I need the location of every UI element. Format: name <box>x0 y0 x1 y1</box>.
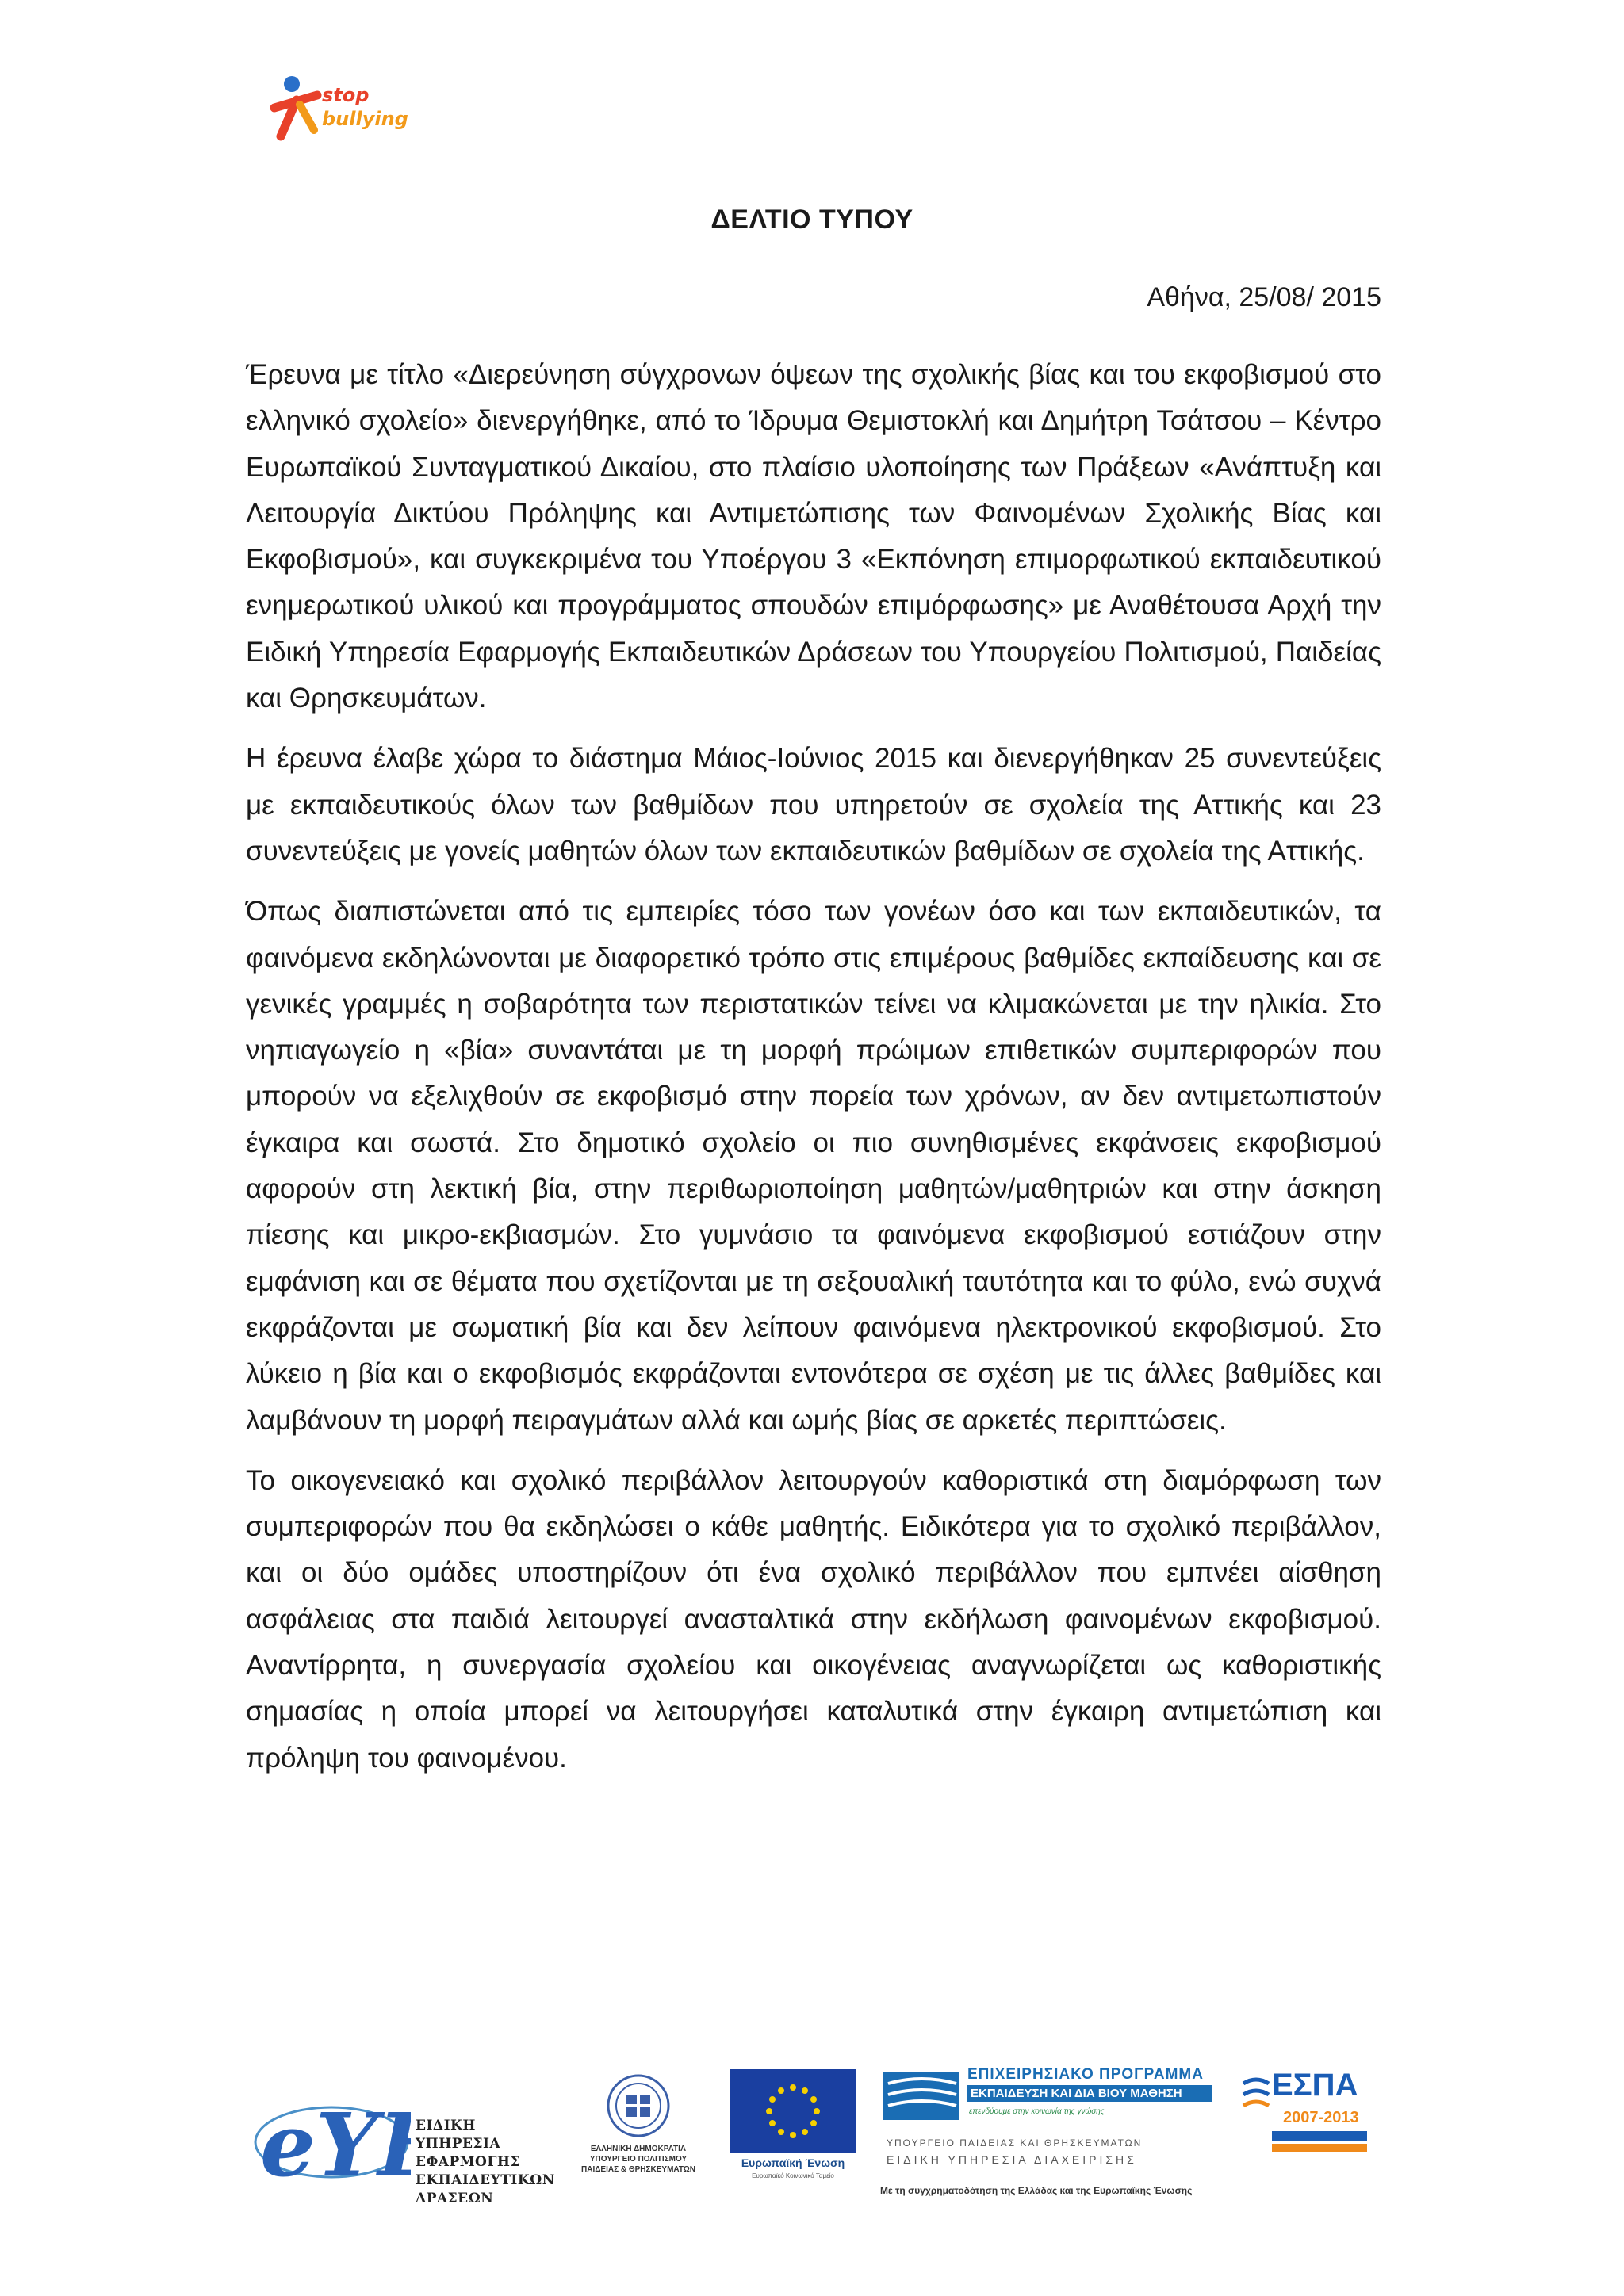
op-line2: ΕΚΠΑΙΔΕΥΣΗ ΚΑΙ ΔΙΑ ΒΙΟΥ ΜΑΘΗΣΗ <box>967 2085 1212 2102</box>
espa-logo <box>1240 2068 1367 2171</box>
operational-programme-logo <box>880 2066 1229 2193</box>
seal-line: ΥΠΟΥΡΓΕΙΟ ΠΟΛΙΤΙΣΜΟΥ <box>589 2155 688 2164</box>
op-line4: ΥΠΟΥΡΓΕΙΟ ΠΑΙΔΕΙΑΣ ΚΑΙ ΘΡΗΣΚΕΥΜΑΤΩΝ <box>887 2137 1143 2149</box>
seal-line: ΕΛΛΗΝΙΚΗ ΔΗΜΟΚΡΑΤΙΑ <box>590 2145 687 2153</box>
paragraph: Έρευνα με τίτλο «Διερεύνηση σύγχρονων όψεων της σχολικής βίας και του εκφοβισμού στο ελληνικό σχολείο» διενεργήθηκε, από το Ίδρυμα Θεμιστοκλή και Δημήτρη Τσάτσου – Κέντρο Ευρωπαϊκού Συνταγματικού Δικαίου, στο πλαίσιο υλοποίησης των Πράξεων «Ανάπτυξη και Λειτουργία Δικτύου Πρόληψης και Αντιμετώπισης των Φαινομένων Σχολικής Βίας και Εκφοβισμού», και συγκεκριμένα του Υποέργου 3 «Εκπόνηση επιμορφωτικού εκπαιδευτικού ενημερωτικού υλικού και προγράμματος σπουδών επιμόρφωσης» με Αναθέτουσα Αρχή την Ειδική Υπηρεσία Εφαρμογής Εκπαιδευτικών Δράσεων του Υπουργείου Πολιτισμού, Παιδείας και Θρησκευμάτων. <box>246 359 1381 714</box>
seal-icon <box>563 2071 714 2142</box>
page-title: ΔΕΛΤΙΟ ΤΥΠΟΥ <box>710 205 914 235</box>
stop-bullying-logo <box>270 73 408 144</box>
eu-label: Ευρωπαϊκή Ένωση <box>741 2156 845 2169</box>
espa-strip <box>1272 2144 1367 2152</box>
eye-logo <box>252 2079 569 2206</box>
eu-flag-logo <box>730 2069 856 2188</box>
date-line: Αθήνα, 25/08/ 2015 <box>1147 282 1381 312</box>
espa-years: 2007-2013 <box>1283 2109 1359 2126</box>
logo-word-bullying: bullying <box>322 108 408 130</box>
paragraph: Όπως διαπιστώνεται από τις εμπειρίες τόσο των γονέων όσο και των εκπαιδευτικών, τα φαινόμενα εκδηλώνονται με διαφορετικό τρόπο στις επιμέρους βαθμίδες εκπαίδευσης και σε γενικές γραμμές η σοβαρότητα των περιστατικών τείνει να κλιμακώνεται με την ηλικία. Στο νηπιαγωγείο η «βία» συναντάται με τη μορφή πρώιμων επιθετικών συμπεριφορών που μπορούν να εξελιχθούν σε εκφοβισμό στην πορεία των χρόνων, αν δεν αντιμετωπιστούν έγκαιρα και σωστά. Στο δημοτικό σχολείο οι πιο συνηθισμένες εκφάνσεις εκφοβισμού αφορούν στη λεκτική βία, στην περιθωριοποίηση μαθητών/μαθητριών και στην άσκηση πίεσης και μικρο-εκβιασμών. Στο γυμνάσιο τα φαινόμενα εκφοβισμού εστιάζουν στην εμφάνιση και σε θέματα που σχετίζονται με τη σεξουαλική ταυτότητα και το φύλο, ενώ συχνά εκφράζονται με σωματική βία και δεν λείπουν φαινόμενα ηλεκτρονικού εκφοβισμού. Στο λύκειο η βία και ο εκφοβισμός εκφράζονται εντονότερα σε σχέση με τις άλλες βαθμίδες και λαμβάνουν τη μορφή πειραγμάτων αλλά και ωμής βίας σε αρκετές περιπτώσεις. <box>246 896 1381 1436</box>
op-line3: επενδύουμε στην κοινωνία της γνώσης <box>969 2107 1105 2116</box>
eu-sublabel: Ευρωπαϊκό Κοινωνικό Ταμείο <box>752 2172 834 2179</box>
op-line5: ΕΙΔΙΚΗ ΥΠΗΡΕΣΙΑ ΔΙΑΧΕΙΡΙΣΗΣ <box>887 2153 1137 2166</box>
paragraph: Το οικογενειακό και σχολικό περιβάλλον λειτουργούν καθοριστικά στη διαμόρφωση των συμπεριφορών που θα εκδηλώσει ο κάθε μαθητής. Ειδικότερα για το σχολικό περιβάλλον, και οι δύο ομάδες υποστηρίζουν ότι ένα σχολικό περιβάλλον που εμπνέει αίσθηση ασφάλειας στα παιδιά λειτουργεί ανασταλτικά στην εκδήλωση φαινομένων εκφοβισμού. Αναντίρρητα, η συνεργασία σχολείου και οικογένειας αναγνωρίζεται ως καθοριστικής σημασίας η οποία μπορεί να λειτουργήσει καταλυτικά στην έγκαιρη αντιμετώπιση και πρόληψη του φαινομένου. <box>246 1464 1381 1774</box>
seal-line: ΠΑΙΔΕΙΑΣ & ΘΡΗΣΚΕΥΜΑΤΩΝ <box>581 2165 695 2174</box>
espa-wave-icon <box>1240 2076 1272 2123</box>
logo-word-stop: stop <box>322 84 370 106</box>
eu-flag-icon <box>730 2069 856 2153</box>
espa-title: ΕΣΠΑ <box>1272 2068 1358 2103</box>
eye-letters: eY <box>260 2094 378 2196</box>
book-icon <box>880 2066 963 2130</box>
paragraph: Η έρευνα έλαβε χώρα το διάστημα Μάιος-Ιούνιος 2015 και διενεργήθηκαν 25 συνεντεύξεις με εκπαιδευτικούς όλων των βαθμίδων που υπηρετούν σε σχολεία της Αττικής και 23 συνεντεύξεις με γονείς μαθητών όλων των εκπαιδευτικών βαθμίδων σε σχολεία της Αττικής. <box>246 743 1381 867</box>
espa-strip <box>1272 2131 1367 2141</box>
eye-logo-text: ΕΙΔΙΚΗ ΥΠΗΡΕΣΙΑ ΕΦΑΡΜΟΓΗΣ ΕΚΠΑΙΔΕΥΤΙΚΩΝ ΔΡΑΣΕΩΝ <box>416 2118 555 2206</box>
press-release-body <box>246 352 1381 1796</box>
eye-mark-icon <box>252 2079 411 2198</box>
cofunding-note: Με τη συγχρηματοδότηση της Ελλάδας και της Ευρωπαϊκής Ένωσης <box>880 2185 1193 2196</box>
running-figure-icon <box>270 73 325 144</box>
footer-logos <box>246 2055 1388 2206</box>
greek-republic-seal <box>563 2071 714 2198</box>
op-line1: ΕΠΙΧΕΙΡΗΣΙΑΚΟ ΠΡΟΓΡΑΜΜΑ <box>967 2066 1204 2083</box>
